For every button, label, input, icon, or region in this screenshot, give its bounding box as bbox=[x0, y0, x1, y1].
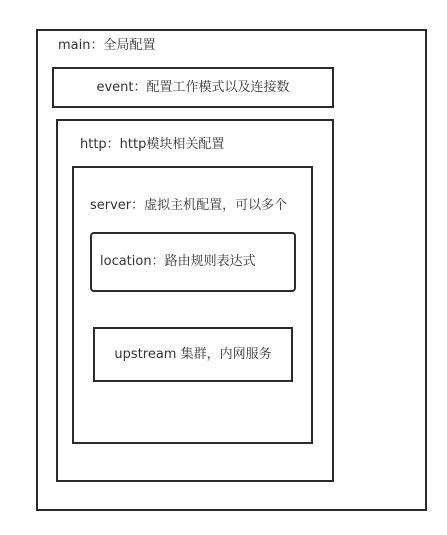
upstream-block bbox=[93, 327, 293, 382]
http-label: http：http模块相关配置 bbox=[80, 137, 225, 152]
event-block bbox=[52, 67, 334, 108]
upstream-label: upstream 集群，内网服务 bbox=[114, 346, 272, 362]
event-label: event：配置工作模式以及连接数 bbox=[96, 79, 290, 95]
main-label: main：全局配置 bbox=[58, 38, 156, 53]
server-label: server：虚拟主机配置，可以多个 bbox=[90, 198, 288, 213]
location-block bbox=[90, 232, 296, 292]
location-label: location：路由规则表达式 bbox=[100, 254, 256, 269]
